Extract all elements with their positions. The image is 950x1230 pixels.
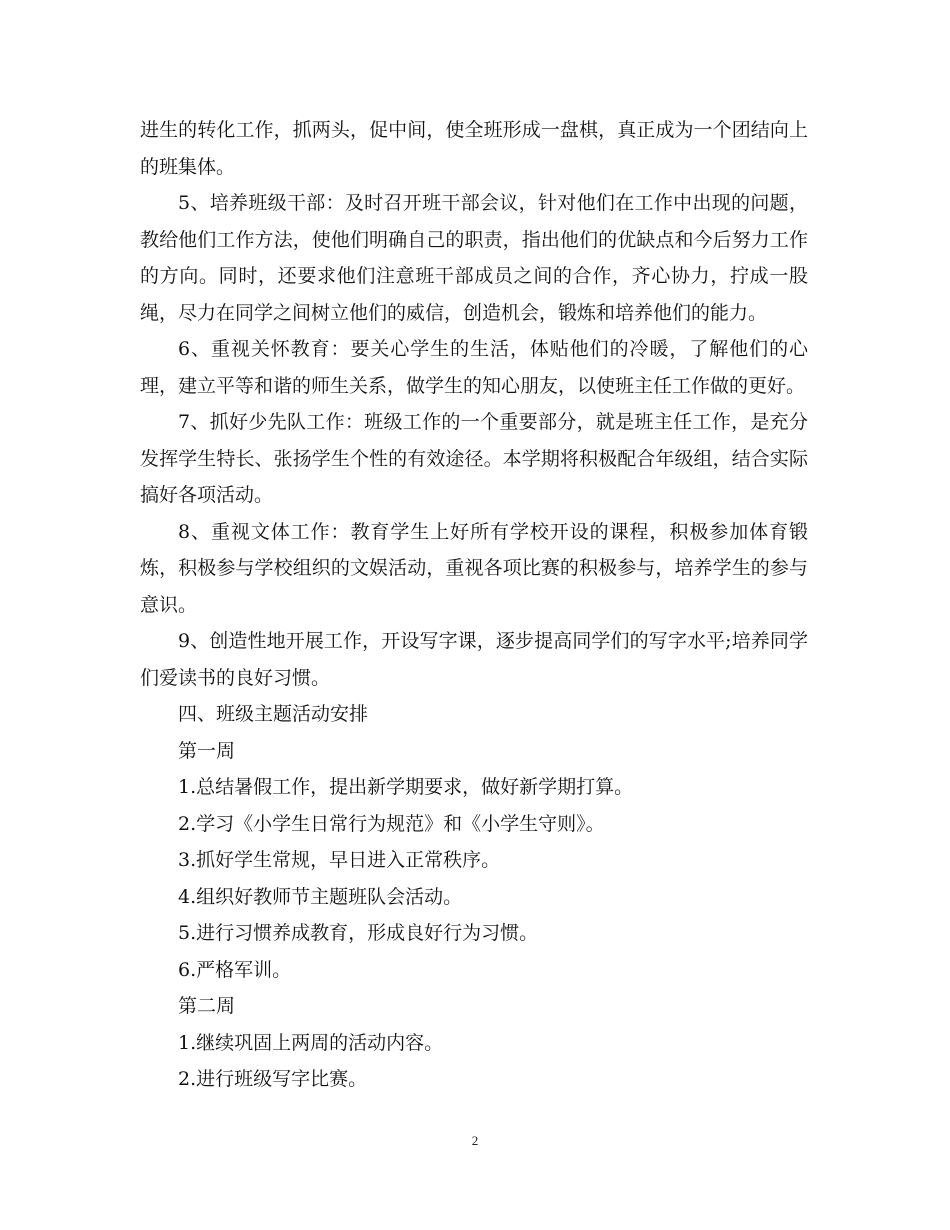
paragraph-sports-arts: 8、重视文体工作：教育学生上好所有学校开设的课程，积极参加体育锻炼，积极参与学校组织的文娱活动，重视各项比赛的积极参与，培养学生的参与意识。	[140, 520, 808, 616]
week-two-item: 2.进行班级写字比赛。	[178, 1068, 368, 1090]
paragraph-care-education: 6、重视关怀教育：要关心学生的生活，体贴他们的冷暖，了解他们的心理，建立平等和谐的师生关系，做学生的知心朋友，以使班主任工作做的更好。	[140, 338, 808, 397]
paragraph-creative-work: 9、创造性地开展工作，开设写字课，逐步提高同学们的写字水平;培养同学们爱读书的良好习惯。	[140, 630, 808, 689]
week-one-item: 4.组织好教师节主题班队会活动。	[178, 885, 463, 908]
paragraph-young-pioneers: 7、抓好少先队工作：班级工作的一个重要部分，就是班主任工作，是充分发挥学生特长、张扬学生个性的有效途径。本学期将积极配合年级组，结合实际搞好各项活动。	[140, 411, 808, 506]
week-two-item: 1.继续巩固上两周的活动内容。	[178, 1031, 444, 1054]
week-one-item: 2.学习《小学生日常行为规范》和《小学生守则》。	[178, 812, 605, 835]
week-one-item: 6.严格军训。	[178, 958, 292, 981]
document-body	[140, 112, 808, 1098]
paragraph-continuation: 进生的转化工作，抓两头，促中间，使全班形成一盘棋，真正成为一个团结向上的班集体。	[140, 119, 808, 178]
page-number: 2	[471, 1133, 479, 1148]
week-one-item: 5.进行习惯养成教育，形成良好行为习惯。	[178, 922, 539, 944]
section-heading: 四、班级主题活动安排	[178, 703, 369, 725]
week-one-item: 1.总结暑假工作，提出新学期要求，做好新学期打算。	[178, 776, 634, 798]
week-one-label: 第一周	[178, 739, 236, 762]
week-one-item: 3.抓好学生常规，早日进入正常秩序。	[178, 849, 501, 871]
week-two-label: 第二周	[178, 995, 236, 1017]
paragraph-class-cadres: 5、培养班级干部：及时召开班干部会议，针对他们在工作中出现的问题，教给他们工作方法，使他们明确自己的职责，指出他们的优缺点和今后努力工作的方向。同时，还要求他们注意班干部成员之间的合作，齐心协力，拧成一股绳，尽力在同学之间树立他们的威信，创造机会，锻炼和培养他们的能力。	[140, 192, 808, 324]
